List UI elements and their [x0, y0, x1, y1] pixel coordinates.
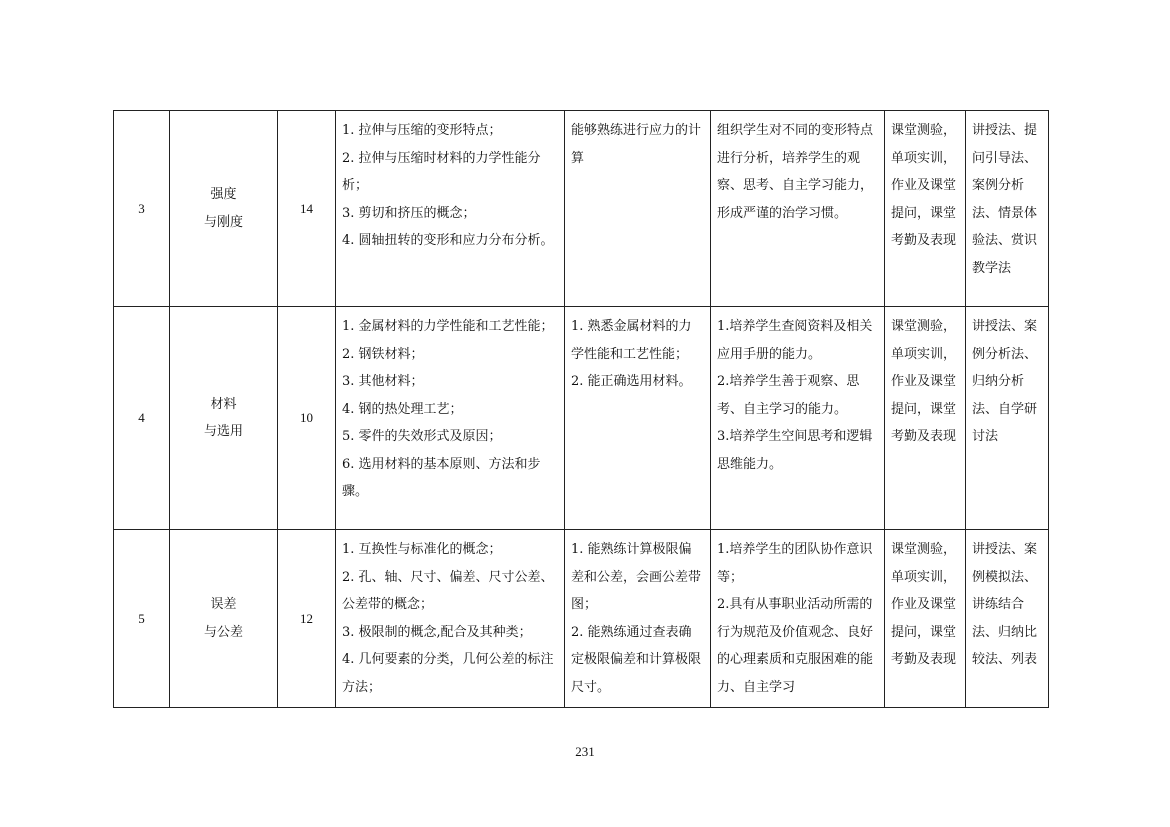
- ability-cell: 1. 熟悉金属材料的力学性能和工艺性能； 2. 能正确选用材料。: [565, 307, 711, 530]
- ability-cell: 1. 能熟练计算极限偏差和公差，会画公差带图； 2. 能熟练通过查表确定极限偏差和计算极限尺寸。: [565, 530, 711, 708]
- table-row: [114, 111, 1049, 307]
- curriculum-table: [113, 110, 1049, 708]
- row-number: 4: [114, 307, 170, 530]
- row-number: 3: [114, 111, 170, 307]
- module-name: 强度 与刚度: [170, 111, 278, 307]
- table-row: [114, 530, 1049, 708]
- content-cell: 1. 拉伸与压缩的变形特点； 2. 拉伸与压缩时材料的力学性能分析； 3. 剪切和挤压的概念； 4. 圆轴扭转的变形和应力分布分析。: [336, 111, 565, 307]
- assessment-cell: 课堂测验，单项实训，作业及课堂提问，课堂考勤及表现: [885, 111, 966, 307]
- quality-cell: 1.培养学生查阅资料及相关应用手册的能力。 2.培养学生善于观察、思考、自主学习的能力。 3.培养学生空间思考和逻辑思维能力。: [711, 307, 885, 530]
- assessment-cell: 课堂测验，单项实训，作业及课堂提问，课堂考勤及表现: [885, 307, 966, 530]
- hours: 10: [278, 307, 336, 530]
- hours: 14: [278, 111, 336, 307]
- assessment-cell: 课堂测验，单项实训，作业及课堂提问，课堂考勤及表现: [885, 530, 966, 708]
- page-number: 231: [575, 744, 595, 759]
- quality-cell: 组织学生对不同的变形特点进行分析，培养学生的观察、思考、自主学习能力，形成严谨的治学习惯。: [711, 111, 885, 307]
- method-cell: 讲授法、案例分析法、归纳分析法、自学研讨法: [966, 307, 1049, 530]
- ability-cell: 能够熟练进行应力的计算: [565, 111, 711, 307]
- row-number: 5: [114, 530, 170, 708]
- module-name: 材料 与选用: [170, 307, 278, 530]
- quality-cell: 1.培养学生的团队协作意识等； 2.具有从事职业活动所需的行为规范及价值观念、良好的心理素质和克服困难的能力、自主学习: [711, 530, 885, 708]
- content-cell: 1. 金属材料的力学性能和工艺性能； 2. 钢铁材料； 3. 其他材料； 4. 钢的热处理工艺； 5. 零件的失效形式及原因； 6. 选用材料的基本原则、方法和步骤。: [336, 307, 565, 530]
- module-name: 误差 与公差: [170, 530, 278, 708]
- table-row: [114, 307, 1049, 530]
- method-cell: 讲授法、案例模拟法、讲练结合法、归纳比较法、列表: [966, 530, 1049, 708]
- hours: 12: [278, 530, 336, 708]
- content-cell: 1. 互换性与标准化的概念； 2. 孔、轴、尺寸、偏差、尺寸公差、公差带的概念； 3. 极限制的概念,配合及其种类； 4. 几何要素的分类，几何公差的标注方法；: [336, 530, 565, 708]
- method-cell: 讲授法、提问引导法、案例分析法、情景体验法、赏识教学法: [966, 111, 1049, 307]
